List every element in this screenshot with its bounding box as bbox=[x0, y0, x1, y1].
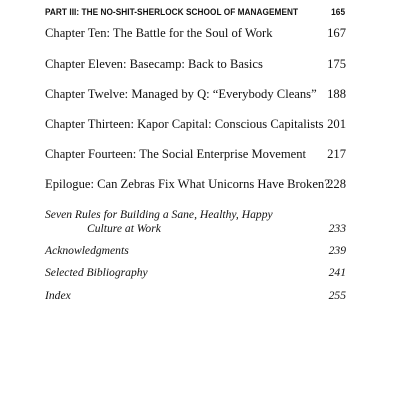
toc-entry-page: 217 bbox=[327, 147, 346, 161]
part-page-number: 165 bbox=[331, 6, 346, 17]
toc-entry-page: 201 bbox=[327, 117, 346, 131]
toc-entry-title: Chapter Thirteen: Kapor Capital: Conscious Capitalists bbox=[45, 117, 324, 131]
toc-entry-title-line1: Seven Rules for Building a Sane, Healthy, Happy bbox=[45, 208, 273, 221]
toc-entry-page: 228 bbox=[327, 177, 346, 191]
toc-entry-page: 241 bbox=[328, 266, 346, 279]
toc-entry-page: 188 bbox=[327, 87, 346, 101]
part-header bbox=[45, 6, 346, 22]
toc-entry-title-line2: Culture at Work bbox=[87, 222, 161, 235]
toc-entry-title: Chapter Fourteen: The Social Enterprise Movement bbox=[45, 147, 307, 161]
toc-entry-page: 255 bbox=[328, 289, 346, 302]
toc-entry-title: Chapter Twelve: Managed by Q: “Everybody Cleans” bbox=[45, 87, 317, 101]
toc-entry-title: Index bbox=[45, 289, 71, 302]
toc-entry-page: 239 bbox=[328, 244, 346, 257]
part-title: PART III: THE NO-SHIT-SHERLOCK SCHOOL OF MANAGEMENT bbox=[45, 6, 299, 17]
toc-entry-title: Chapter Eleven: Basecamp: Back to Basics bbox=[45, 57, 263, 71]
toc-entry-title: Epilogue: Can Zebras Fix What Unicorns Have Broken? bbox=[45, 177, 330, 191]
toc-entry-page: 233 bbox=[328, 222, 346, 235]
toc-entry-title: Selected Bibliography bbox=[45, 266, 148, 279]
toc-entry-page: 175 bbox=[327, 57, 346, 71]
toc-entry-page: 167 bbox=[327, 26, 346, 40]
toc-entry-title: Chapter Ten: The Battle for the Soul of Work bbox=[45, 26, 273, 40]
toc-entry-title: Acknowledgments bbox=[45, 244, 129, 257]
